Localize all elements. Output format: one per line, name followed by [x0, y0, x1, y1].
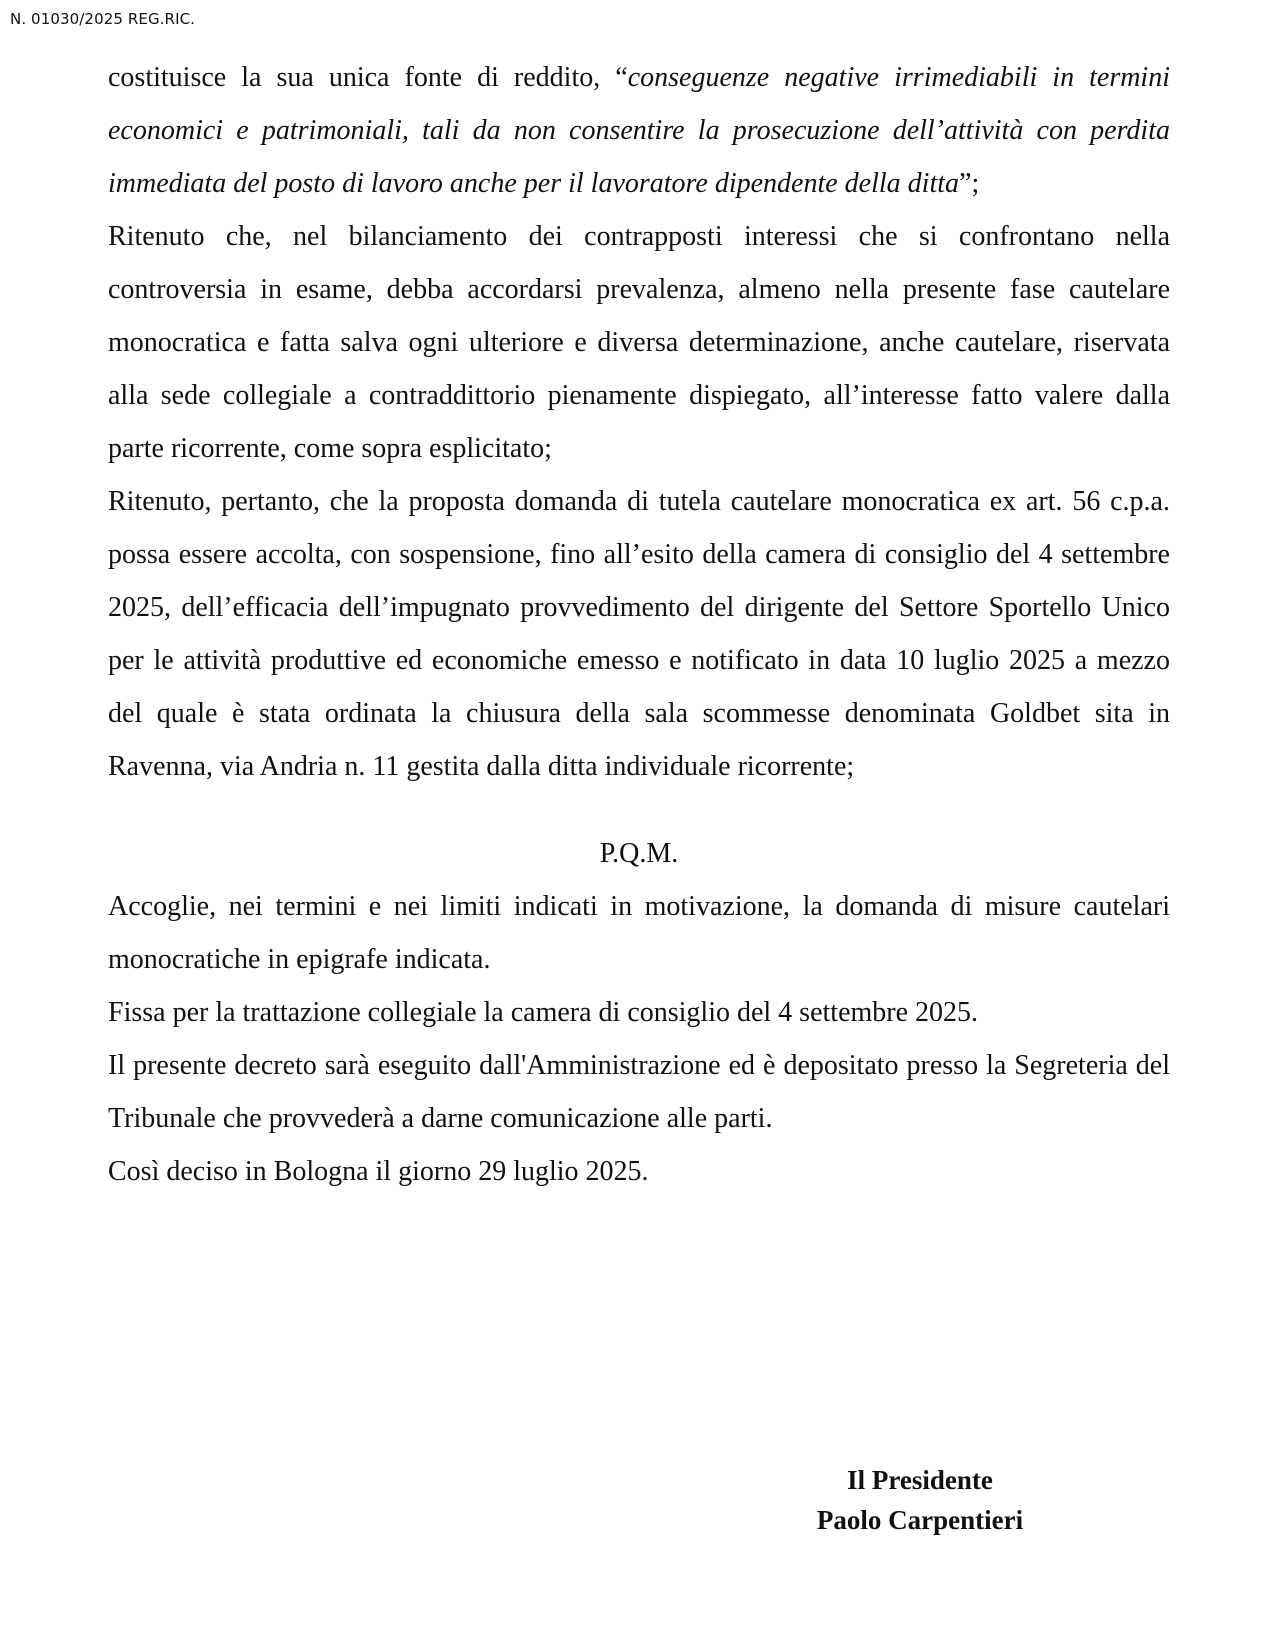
signature-name: Paolo Carpentieri — [816, 1505, 1024, 1535]
signature-block — [760, 1460, 1080, 1540]
paragraph-reddito-quote: conseguenze negative irrimediabili in termini economici e patrimoniali, tali da non consentire la prosecuzione dell’attività con perdita immediata del posto di lavoro anche per il lavoratore dipendente della ditta — [108, 62, 1170, 199]
paragraph-reddito-lead: costituisce la sua unica fonte di reddito, “ — [108, 62, 628, 93]
registry-number: N. 01030/2025 REG.RIC. — [10, 10, 196, 28]
paragraph-fissa: Fissa per la trattazione collegiale la camera di consiglio del 4 settembre 2025. — [108, 997, 979, 1028]
paragraph-sospensione: Ritenuto, pertanto, che la proposta domanda di tutela cautelare monocratica ex art. 56 c.p.a. possa essere accolta, con sospensione, fino all’esito della camera di consiglio del 4 settembre 2025, dell’efficacia dell’impugnato provvedimento del dirigente del Settore Sportello Unico per le attività produttive ed economiche emesso e notificato in data 10 luglio 2025 a mezzo del quale è stata ordinata la chiusura della sala scommesse denominata Goldbet sita in Ravenna, via Andria n. 11 gestita dalla ditta individuale ricorrente; — [108, 486, 1170, 782]
document-body — [108, 51, 1170, 1198]
paragraph-reddito-tail: ”; — [959, 168, 980, 199]
paragraph-reddito — [108, 51, 1170, 210]
paragraph-bilanciamento: Ritenuto che, nel bilanciamento dei contrapposti interessi che si confrontano nella controversia in esame, debba accordarsi prevalenza, almeno nella presente fase cautelare monocratica e fatta salva ogni ulteriore e diversa determinazione, anche cautelare, riservata alla sede collegiale a contraddittorio pienamente dispiegato, all’interesse fatto valere dalla parte ricorrente, come sopra esplicitato; — [108, 221, 1170, 464]
signature-title: Il Presidente — [847, 1465, 993, 1495]
paragraph-esecuzione: Il presente decreto sarà eseguito dall'Amministrazione ed è depositato presso la Segreteria del Tribunale che provvederà a darne comunicazione alle parti. — [108, 1050, 1170, 1134]
pqm-heading: P.Q.M. — [599, 838, 679, 869]
paragraph-deciso: Così deciso in Bologna il giorno 29 luglio 2025. — [108, 1156, 649, 1187]
paragraph-accoglie: Accoglie, nei termini e nei limiti indicati in motivazione, la domanda di misure cautelari monocratiche in epigrafe indicata. — [108, 891, 1170, 975]
